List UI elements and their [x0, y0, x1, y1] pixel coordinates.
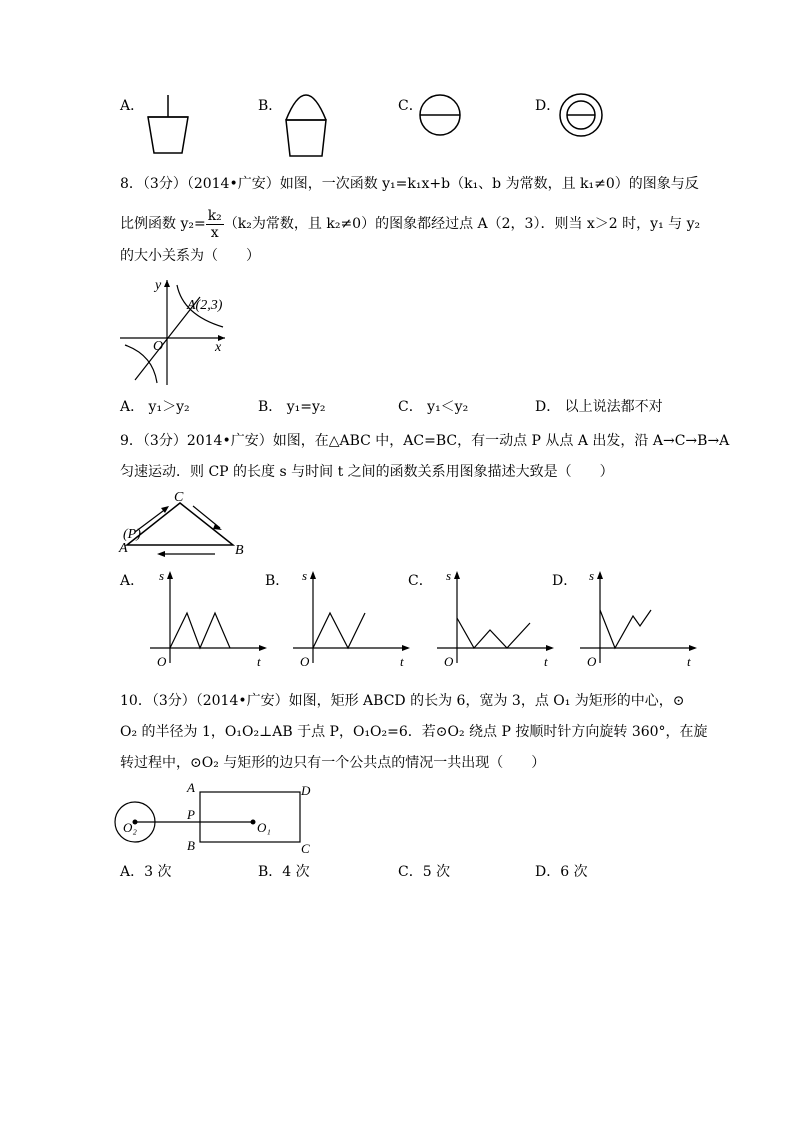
q9-option-c: C． — [408, 573, 433, 589]
q8-text-line3: 的大小关系为（ ） — [120, 248, 260, 264]
q8-option-c: C． y₁＜y₂ — [398, 399, 469, 415]
q9-option-d: D． — [552, 573, 578, 589]
q8-text-line1: 8．（3分）（2014•广安）如图，一次函数 y₁=k₁x+b（k₁、b 为常数，且 k₁≠0）的图象与反 — [120, 176, 699, 192]
q10-label-b: B — [187, 838, 195, 853]
q7-option-b: B． — [258, 98, 283, 114]
q10-figure — [115, 780, 325, 855]
q9-label-b: B — [235, 543, 244, 558]
q9-text-line2: 匀速运动．则 CP 的长度 s 与时间 t 之间的函数关系用图象描述大致是（ ） — [120, 464, 614, 480]
q8-label-point-a: A(2,3) — [187, 298, 223, 313]
q10-text-line2: O₂ 的半径为 1，O₁O₂⊥AB 于点 P，O₁O₂=6．若⊙O₂ 绕点 P 按顺时针方向旋转 360°，在旋 — [120, 724, 708, 740]
q10-option-a: A．3 次 — [120, 864, 172, 880]
q9-graph-a — [145, 568, 275, 668]
q8-label-y: y — [155, 278, 162, 293]
q9-option-b: B． — [265, 573, 290, 589]
q9-graph-b-label-s: s — [302, 568, 308, 583]
q9-graph-c — [432, 568, 562, 668]
q9-graph-a-label-o: O — [157, 654, 167, 669]
q10-option-d: D．6 次 — [535, 864, 588, 880]
q9-graph-c-label-s: s — [446, 568, 452, 583]
q9-graph-c-label-t: t — [544, 654, 548, 669]
q9-graph-d-label-o: O — [587, 654, 597, 669]
q10-option-b: B．4 次 — [258, 864, 310, 880]
q10-label-o1: O₁ — [257, 820, 271, 835]
q7-figure-a — [140, 90, 200, 165]
q10-text-line1: 10．（3分）（2014•广安）如图，矩形 ABCD 的长为 6，宽为 3，点 O₁ 为矩形的中心，⊙ — [120, 693, 685, 709]
q7-option-d: D． — [535, 98, 561, 114]
q10-label-a: A — [187, 780, 195, 795]
q7-figure-d — [555, 90, 615, 150]
q10-label-c: C — [301, 841, 310, 856]
q9-graph-b — [288, 568, 418, 668]
q7-option-c: C． — [398, 98, 423, 114]
q8-option-d: D． 以上说法都不对 — [535, 399, 663, 415]
q8-option-b: B． y₁=y₂ — [258, 399, 326, 415]
q7-option-a: A． — [120, 98, 145, 114]
q9-graph-d-label-s: s — [589, 568, 595, 583]
q9-graph-b-label-o: O — [300, 654, 310, 669]
q9-label-p: (P) — [123, 527, 141, 542]
q8-frac-den: x — [210, 224, 219, 241]
q9-label-c: C — [174, 490, 184, 505]
q9-text-line1: 9．（3分）2014•广安）如图，在△ABC 中，AC=BC，有一动点 P 从点 A 出发，沿 A→C→B→A — [120, 433, 730, 449]
q9-graph-a-label-t: t — [257, 654, 261, 669]
q8-option-a: A． y₁＞y₂ — [120, 399, 190, 415]
q9-graph-d-label-t: t — [687, 654, 691, 669]
q9-label-a: A — [119, 541, 128, 556]
q9-graph-c-label-o: O — [444, 654, 454, 669]
q7-figure-c — [416, 90, 476, 150]
q10-label-d: D — [301, 783, 311, 798]
q9-graph-d — [575, 568, 705, 668]
q8-line2-post: （k₂为常数，且 k₂≠0）的图象都经过点 A（2，3）．则当 x＞2 时，y₁ 与 y₂ — [223, 216, 701, 232]
q8-text-line2 — [120, 206, 700, 242]
q10-label-o2: O₂ — [123, 820, 137, 835]
q10-text-line3: 转过程中，⊙O₂ 与矩形的边只有一个公共点的情况一共出现（ ） — [120, 755, 546, 771]
q10-option-c: C．5 次 — [398, 864, 451, 880]
q8-label-origin: O — [153, 339, 164, 354]
q9-graph-b-label-t: t — [400, 654, 404, 669]
q9-triangle-figure — [115, 488, 255, 563]
q9-triangle — [127, 503, 233, 545]
q8-frac-num: k₂ — [207, 207, 222, 224]
q8-figure — [115, 275, 235, 390]
q9-graph-a-label-s: s — [159, 568, 165, 583]
q8-line2-pre: 比例函数 y₂= — [120, 216, 206, 232]
q8-fraction — [206, 208, 224, 241]
q8-label-x: x — [215, 340, 222, 355]
q9-option-a: A． — [120, 573, 145, 589]
q10-rectangle — [200, 792, 300, 842]
q10-label-p: P — [187, 807, 195, 822]
q7-figure-b — [278, 90, 338, 165]
